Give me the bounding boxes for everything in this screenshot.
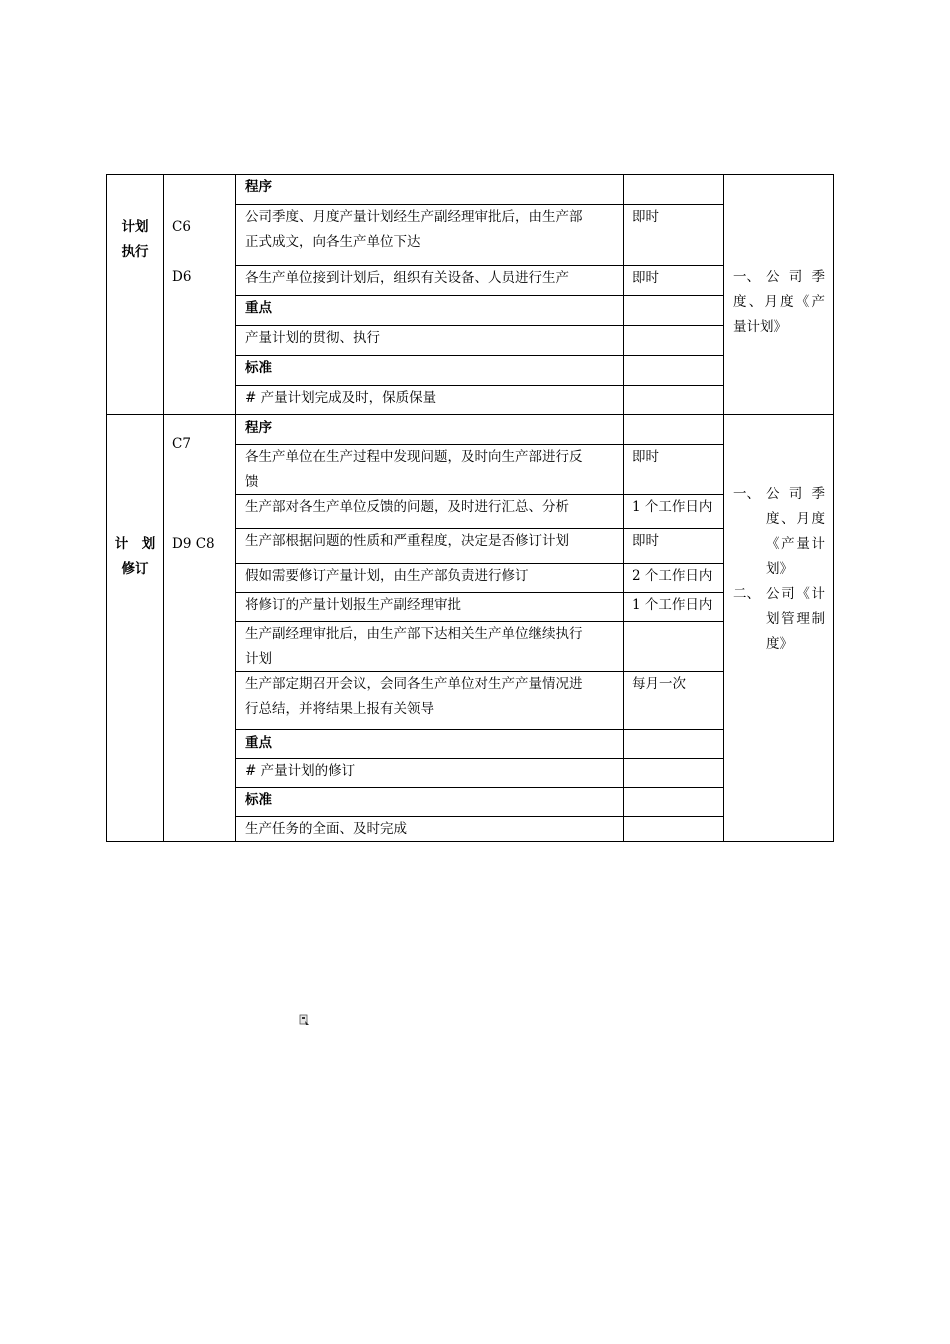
row-divider xyxy=(235,295,724,296)
reference-text: 公司季 xyxy=(766,486,825,502)
reference-documents xyxy=(733,265,825,340)
reference-text: 公司《计 xyxy=(766,586,825,602)
reference-item xyxy=(733,482,825,507)
table-border-right xyxy=(833,174,834,842)
stage-label-line: 修订 xyxy=(121,561,149,577)
row-heading-procedure: 程序 xyxy=(245,179,272,195)
focus-item: 产量计划的贯彻、执行 xyxy=(245,330,380,346)
reference-number: 二、 xyxy=(733,586,760,602)
step-time: 每月一次 xyxy=(632,676,686,692)
row-heading-standard: 标准 xyxy=(245,792,272,808)
step-time: 2 个工作日内 xyxy=(632,568,713,584)
step-time: 即时 xyxy=(632,533,659,549)
stage-label-line: 计 划 xyxy=(114,536,156,552)
step-code: D9 C8 xyxy=(172,536,215,552)
step-code: C7 xyxy=(172,436,191,452)
table-border-bottom xyxy=(106,841,834,842)
step-time: 即时 xyxy=(632,209,659,225)
step-time: 1 个工作日内 xyxy=(632,499,713,515)
row-divider xyxy=(235,787,724,788)
indent-spacer xyxy=(733,632,766,657)
procedure-step-line: 正式成文，向各生产单位下达 xyxy=(245,234,421,250)
procedure-step: 将修订的产量计划报生产副经理审批 xyxy=(245,597,461,613)
reference-item xyxy=(733,582,825,607)
procedure-step: 生产部根据问题的性质和严重程度，决定是否修订计划 xyxy=(245,533,569,549)
column-divider xyxy=(235,174,236,842)
reference-continuation xyxy=(733,507,825,532)
step-time: 即时 xyxy=(632,449,659,465)
reference-text: 划》 xyxy=(766,561,793,577)
standard-item: # 产量计划完成及时，保质保量 xyxy=(245,390,437,406)
procedure-step-line: 馈 xyxy=(245,474,259,490)
procedure-step-line: 各生产单位在生产过程中发现问题，及时向生产部进行反 xyxy=(245,449,583,465)
procedure-step-line: 行总结，并将结果上报有关领导 xyxy=(245,701,434,717)
column-divider xyxy=(723,174,724,842)
indent-spacer xyxy=(733,507,766,532)
reference-text: 划管理制 xyxy=(766,611,825,627)
indent-spacer xyxy=(733,532,766,557)
standard-item: 生产任务的全面、及时完成 xyxy=(245,821,407,837)
reference-continuation xyxy=(733,557,825,582)
row-heading-procedure: 程序 xyxy=(245,420,272,436)
column-divider xyxy=(163,174,164,842)
procedure-step xyxy=(245,622,583,672)
procedure-step: 假如需要修订产量计划，由生产部负责进行修订 xyxy=(245,568,529,584)
section-divider xyxy=(106,414,834,415)
reference-text: 度、月度《产 xyxy=(733,294,825,310)
stage-label xyxy=(110,532,160,582)
step-code: D6 xyxy=(172,269,192,285)
row-heading-focus: 重点 xyxy=(245,300,272,316)
step-code: C6 xyxy=(172,219,191,235)
reference-text: 《产量计 xyxy=(766,536,825,552)
row-heading-focus: 重点 xyxy=(245,735,272,751)
procedure-step xyxy=(245,205,583,255)
table-border-top xyxy=(106,174,834,175)
indent-spacer xyxy=(733,607,766,632)
procedure-step-line: 公司季度、月度产量计划经生产副经理审批后，由生产部 xyxy=(245,209,583,225)
reference-continuation xyxy=(733,607,825,632)
column-divider xyxy=(623,174,624,842)
reference-number: 一、 xyxy=(733,269,760,285)
procedure-step-line: 生产部定期召开会议，会同各生产单位对生产产量情况进 xyxy=(245,676,583,692)
row-divider xyxy=(235,355,724,356)
row-divider xyxy=(235,729,724,730)
reference-text: 公司季 xyxy=(766,269,825,285)
focus-item: # 产量计划的修订 xyxy=(245,763,356,779)
reference-text: 度、月度 xyxy=(766,511,825,527)
procedure-step: 生产部对各生产单位反馈的问题，及时进行汇总、分析 xyxy=(245,499,569,515)
table-border-left xyxy=(106,174,107,842)
reference-number: 一、 xyxy=(733,486,760,502)
reference-text: 量计划》 xyxy=(733,319,787,335)
procedure-step-line: 生产副经理审批后，由生产部下达相关生产单位继续执行 xyxy=(245,626,583,642)
reference-continuation xyxy=(733,632,825,657)
step-time: 1 个工作日内 xyxy=(632,597,713,613)
stage-label-line: 执行 xyxy=(121,244,149,260)
embedded-object-icon xyxy=(299,1014,310,1026)
reference-item xyxy=(733,265,825,290)
procedure-step: 各生产单位接到计划后，组织有关设备、人员进行生产 xyxy=(245,270,569,286)
reference-text: 度》 xyxy=(766,636,793,652)
step-time: 即时 xyxy=(632,270,659,286)
stage-label xyxy=(110,215,160,265)
procedure-step xyxy=(245,672,583,722)
stage-label-line: 计划 xyxy=(121,219,149,235)
procedure-step xyxy=(245,445,583,495)
row-heading-standard: 标准 xyxy=(245,360,272,376)
indent-spacer xyxy=(733,557,766,582)
reference-continuation xyxy=(733,532,825,557)
procedure-step-line: 计划 xyxy=(245,651,272,667)
reference-documents xyxy=(733,482,825,657)
